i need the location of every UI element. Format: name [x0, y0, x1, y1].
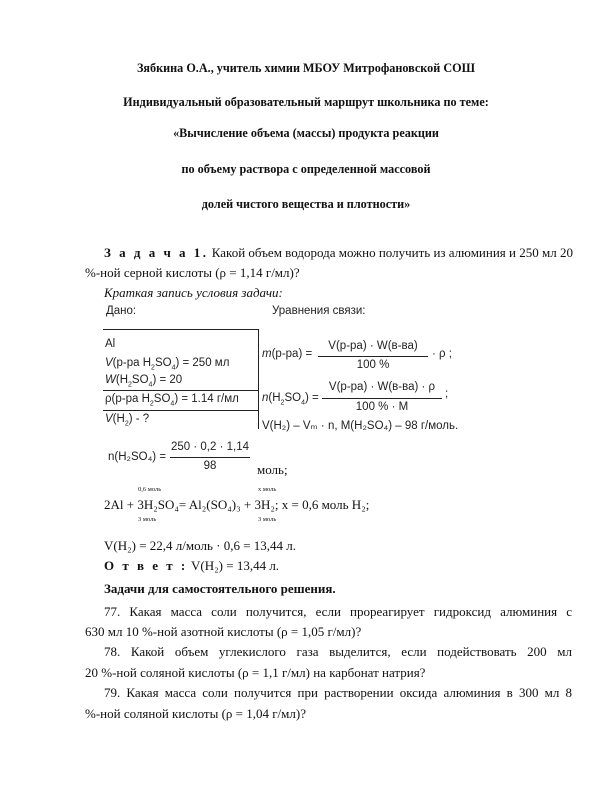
calc-fraction-bar	[170, 457, 250, 458]
result-line: V(H₂) = 22,4 л/моль · 0,6 = 13,44 л.	[104, 538, 297, 553]
relation-3: V(H₂) – Vₘ · n, M(H₂SO₄) – 98 г/моль.	[262, 420, 459, 432]
topic-line-3: долей чистого вещества и плотности»	[201, 197, 411, 211]
relation-1-tail: · ρ ;	[432, 348, 452, 360]
task-text-1: Какой объем водорода можно получить из алюминия и 250 мл 20	[208, 245, 573, 260]
topic-line-1: «Вычисление объема (массы) продукта реакции	[173, 126, 439, 140]
task-1-line-2: %-ной серной кислоты (ρ = 1,14 г/мл)?	[85, 265, 300, 280]
given-divider	[258, 329, 259, 429]
equation-above-left: 0,6 моль	[138, 486, 162, 493]
relation-2-denominator: 100 % · M	[355, 401, 409, 413]
relation-1-fraction-bar	[318, 356, 428, 357]
relation-1-denominator: 100 %	[356, 359, 390, 371]
equation-above-right: x моль	[258, 486, 277, 493]
reaction-equation: 2Al + 3H₂SO₄= Al₂(SO₄)₃ + 3H₂; x = 0,6 моль H₂;	[104, 497, 370, 512]
answer-text: V(H₂) = 13,44 л.	[187, 558, 280, 573]
calc-unit: моль;	[257, 462, 288, 477]
task-1-line-1	[104, 245, 572, 261]
relation-2-lhs: $n(H_2SO_4)$ =	[262, 392, 319, 407]
given-line-3: $W(H_2SO_4) = 20$	[105, 374, 183, 389]
relation-1-lhs: m(р-ра) =	[262, 348, 313, 360]
topic-line-2: по объему раствора с определенной массовой	[181, 162, 431, 176]
relation-2-fraction-bar	[322, 398, 442, 399]
given-title: Дано:	[106, 305, 137, 317]
answer-line	[104, 558, 591, 574]
task-79-line-1: 79. Какая масса соли получится при растворении оксида алюминия в 300 мл 8	[104, 685, 572, 700]
given-line-4: ρ(р-ра $H_2SO_4) = 1.14$ г/мл	[105, 393, 239, 408]
task-77-line-1: 77. Какая масса соли получится, если прореагирует гидроксид алюминия с	[104, 604, 572, 619]
task-78-line-2: 20 %-ной соляной кислоты (ρ = 1,1 г/мл) на карбонат натрия?	[85, 665, 426, 680]
calc-numerator: 250 · 0,2 · 1,14	[171, 441, 249, 453]
author-line: Зябкина О.А., учитель химии МБОУ Митрофановской СОШ	[137, 61, 475, 75]
relation-2-numerator: V(р-ра) · W(в-ва) · ρ	[328, 381, 436, 393]
given-line-2: V(р-ра $H_2SO_4) = 250$ мл	[105, 357, 230, 372]
relations-title: Уравнения связи:	[272, 305, 366, 317]
self-heading: Задачи для самостоятельного решения.	[104, 581, 336, 596]
given-line-5: $V(H_2)$ - ?	[105, 413, 150, 428]
task-78-line-1: 78. Какой объем углекислого газа выделится, если подействовать 200 мл	[104, 644, 572, 659]
equation-below-right: 3 моль	[258, 516, 277, 523]
short-note: Краткая запись условия задачи:	[104, 285, 283, 300]
task-label: З а д а ч а 1.	[104, 245, 209, 260]
given-top-rule	[103, 329, 258, 330]
given-bottom-rule	[103, 410, 258, 411]
relation-1-numerator: V(р-ра) · W(в-ва)	[328, 340, 418, 352]
task-79-line-2: %-ной соляной кислоты (ρ = 1,04 г/мл)?	[85, 706, 306, 721]
given-mid-rule	[103, 390, 258, 391]
answer-label: О т в е т :	[104, 558, 188, 573]
calc-lhs: n(H₂SO₄) =	[108, 451, 167, 463]
subtitle: Индивидуальный образовательный маршрут школьника по теме:	[123, 95, 489, 109]
task-77-line-2: 630 мл 10 %-ной азотной кислоты (ρ = 1,05 г/мл)?	[85, 624, 362, 639]
equation-below-left: 3 моль	[138, 516, 157, 523]
calc-denominator: 98	[203, 460, 217, 472]
given-line-1: Al	[105, 338, 116, 350]
relation-2-tail: ;	[445, 388, 449, 400]
